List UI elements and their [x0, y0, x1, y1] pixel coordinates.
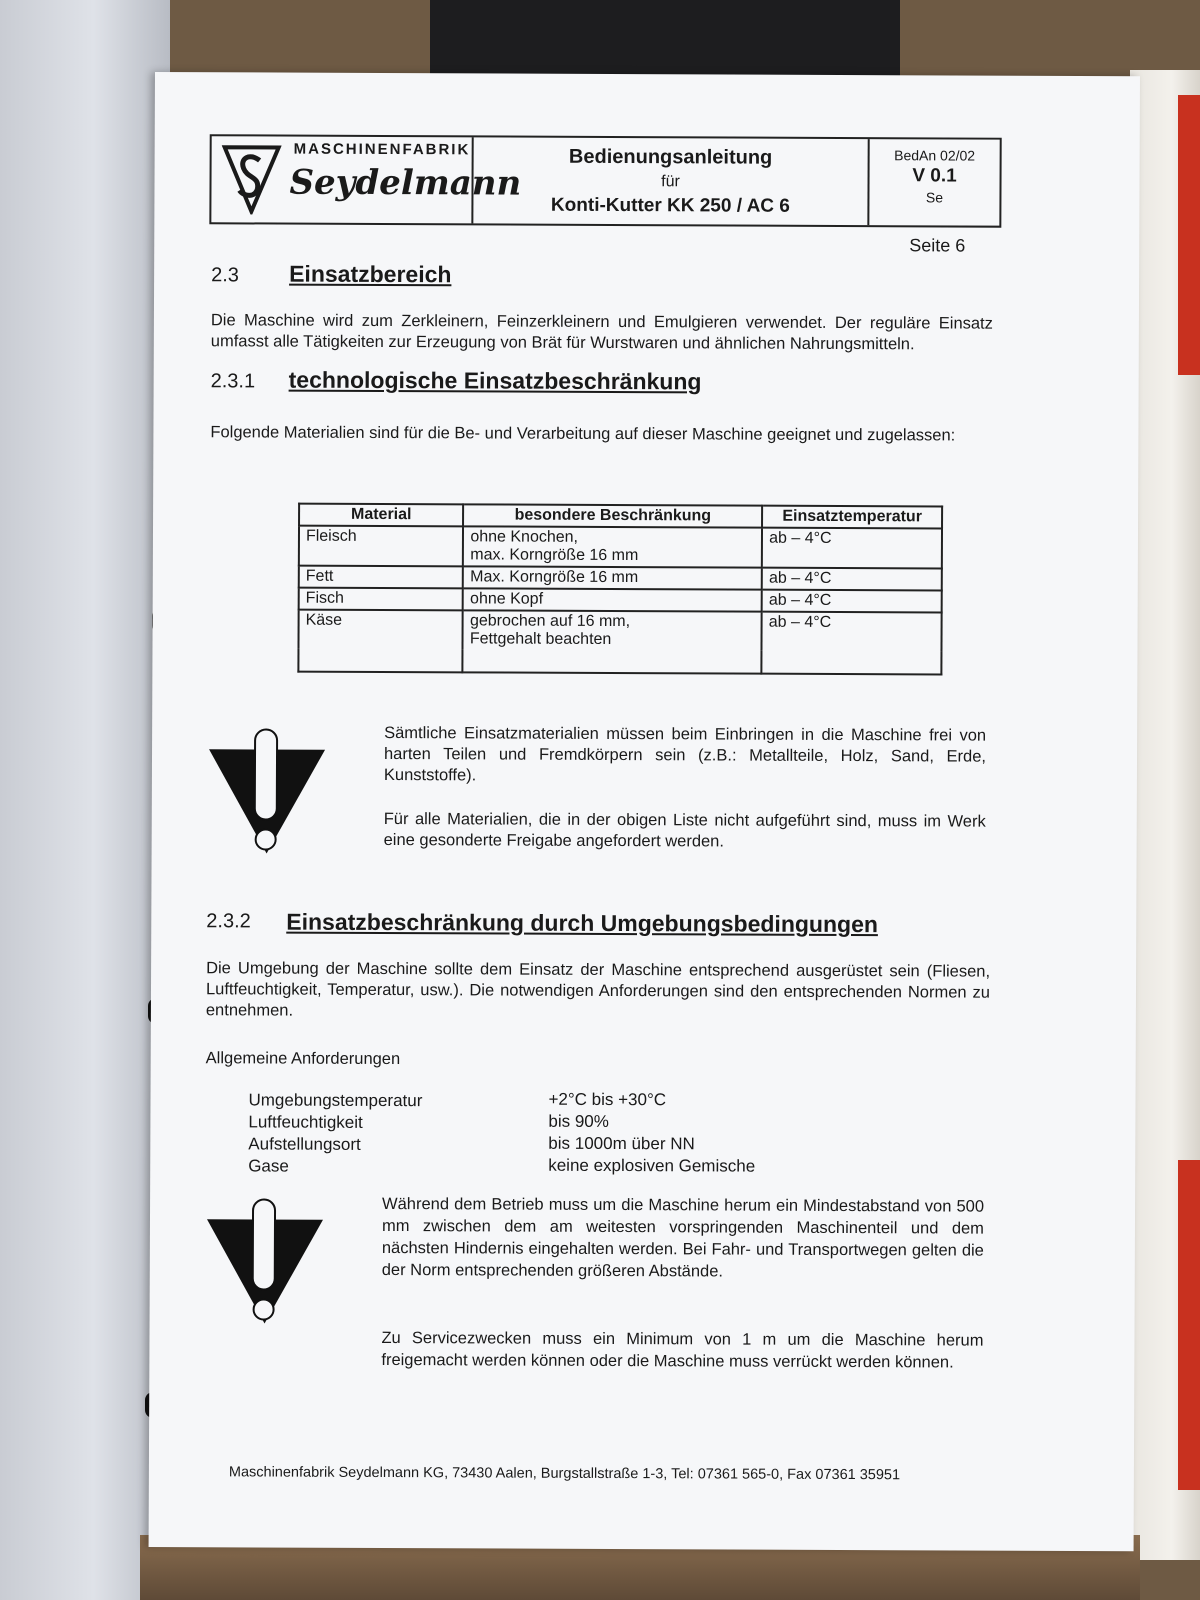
section-text: Die Umgebung der Maschine sollte dem Einsatz der Maschine entsprechend ausgerüstet sein (Fliesen, Luftfeuchtigkeit, Temperatur, usw.). Die notwendigen Anforderungen sind den entsprechenden Normen zu entnehmen. [205, 959, 991, 1020]
table-header-material: Material [299, 504, 463, 527]
seydelmann-logo-icon [221, 144, 281, 214]
warning-icon [205, 1197, 326, 1328]
requirement-value: bis 90% [548, 1111, 609, 1131]
requirement-label: Umgebungstemperatur [248, 1090, 423, 1111]
materials-table [297, 503, 943, 676]
restriction-cell: ohne Kopf [463, 588, 762, 611]
warning-text: Während dem Betrieb muss um die Maschine herum ein Mindestabstand von 500 mm zwischen dem am weitesten vorspringenden Maschinenteil und dem nächsten Hindernis eingehalten werden. Bei Fahr- und Transportwegen gelten die der Norm entsprechenden größeren Abstände. [381, 1195, 985, 1281]
temperature-cell: ab – 4°C [762, 528, 942, 569]
empty-cell [762, 651, 942, 675]
requirement-value: keine explosiven Gemische [548, 1155, 756, 1176]
restriction-line: max. Korngröße 16 mm [470, 546, 639, 565]
machine-model: Konti-Kutter KK 250 / AC 6 [550, 194, 790, 217]
requirement-value: +2°C bis +30°C [548, 1089, 667, 1110]
table-row-empty [298, 649, 941, 675]
document-title: Bedienungsanleitung [568, 145, 773, 169]
header-meta-cell [869, 139, 999, 226]
requirement-value: bis 1000m über NN [548, 1133, 695, 1154]
header-title-cell [473, 137, 869, 225]
page-footer: Maschinenfabrik Seydelmann KG, 73430 Aalen, Burgstallstraße 1-3, Tel: 07361 565-0, Fax 07361 35951 [228, 1464, 901, 1484]
restriction-line: Fettgehalt beachten [469, 630, 612, 648]
section-text: Die Maschine wird zum Zerkleinern, Feinzerkleinern und Emulgieren verwendet. Der reguläre Einsatz umfasst alle Tätigkeiten zur Erzeugung von Brät für Wurstwaren und ähnlichen Nahrungsmitteln. [210, 311, 993, 354]
temperature-cell: ab – 4°C [762, 612, 942, 652]
section-number: 2.3.2 [206, 910, 251, 933]
table-row [299, 588, 942, 613]
company-name: Seydelmann [289, 162, 522, 204]
document-page [149, 72, 1140, 1551]
restriction-cell [463, 610, 762, 650]
section-number: 2.3 [211, 264, 239, 287]
table-row [299, 566, 942, 591]
temperature-cell: ab – 4°C [762, 590, 942, 613]
requirement-label: Aufstellungsort [248, 1134, 361, 1154]
restriction-cell [463, 526, 762, 567]
left-page-background [0, 0, 170, 1600]
table-header-temperature: Einsatztemperatur [762, 506, 942, 529]
company-logo [211, 136, 522, 223]
warning-text: Für alle Materialien, die in der obigen Liste nicht aufgeführt sind, muss im Werk eine gesonderte Freigabe angefordert werden. [383, 810, 986, 851]
material-cell: Fett [299, 566, 463, 589]
empty-cell [298, 649, 462, 673]
doc-author: Se [925, 189, 944, 206]
company-line: MASCHINENFABRIK [293, 140, 471, 159]
requirements-heading: Allgemeine Anforderungen [205, 1049, 401, 1069]
section-text: Folgende Materialien sind für die Be- und Verarbeitung auf dieser Maschine geeignet und zugelassen: [210, 423, 956, 445]
temperature-cell: ab – 4°C [762, 568, 942, 591]
section-title: Einsatzbereich [289, 260, 452, 288]
warning-text: Zu Servicezwecken muss ein Minimum von 1 m um die Maschine herum freigemacht werden können oder die Maschine muss verrückt werden können. [381, 1329, 984, 1372]
empty-cell [463, 649, 762, 673]
material-cell: Fisch [299, 588, 463, 611]
doc-version: V 0.1 [912, 165, 957, 187]
table-header-restriction: besondere Beschränkung [463, 504, 762, 527]
section-title: Einsatzbeschränkung durch Umgebungsbedingungen [286, 908, 879, 938]
table-row [298, 610, 941, 652]
section-title: technologische Einsatzbeschränkung [288, 366, 702, 395]
red-divider-tab-lower [1178, 1160, 1200, 1490]
material-cell: Käse [298, 610, 463, 650]
dark-background-top [430, 0, 900, 80]
requirement-label: Gase [248, 1156, 289, 1176]
requirement-label: Luftfeuchtigkeit [248, 1112, 363, 1132]
header-fuer: für [661, 173, 680, 191]
section-number: 2.3.1 [210, 370, 256, 393]
restriction-cell: Max. Korngröße 16 mm [463, 566, 762, 589]
table-row [299, 526, 942, 569]
page-number: Seite 6 [909, 235, 966, 256]
red-divider-tab [1178, 95, 1200, 375]
document-header [209, 134, 1001, 227]
doc-id: BedAn 02/02 [894, 147, 976, 164]
restriction-line: gebrochen auf 16 mm, [469, 612, 631, 631]
warning-icon [207, 727, 328, 858]
restriction-line: ohne Knochen, [470, 528, 579, 546]
warning-text: Sämtliche Einsatzmaterialien müssen beim Einbringen in die Maschine frei von harten Teilen und Fremdkörpern sein (z.B.: Metallteile, Holz, Sand, Erde, Kunststoffe). [383, 724, 987, 785]
material-cell: Fleisch [299, 526, 464, 567]
